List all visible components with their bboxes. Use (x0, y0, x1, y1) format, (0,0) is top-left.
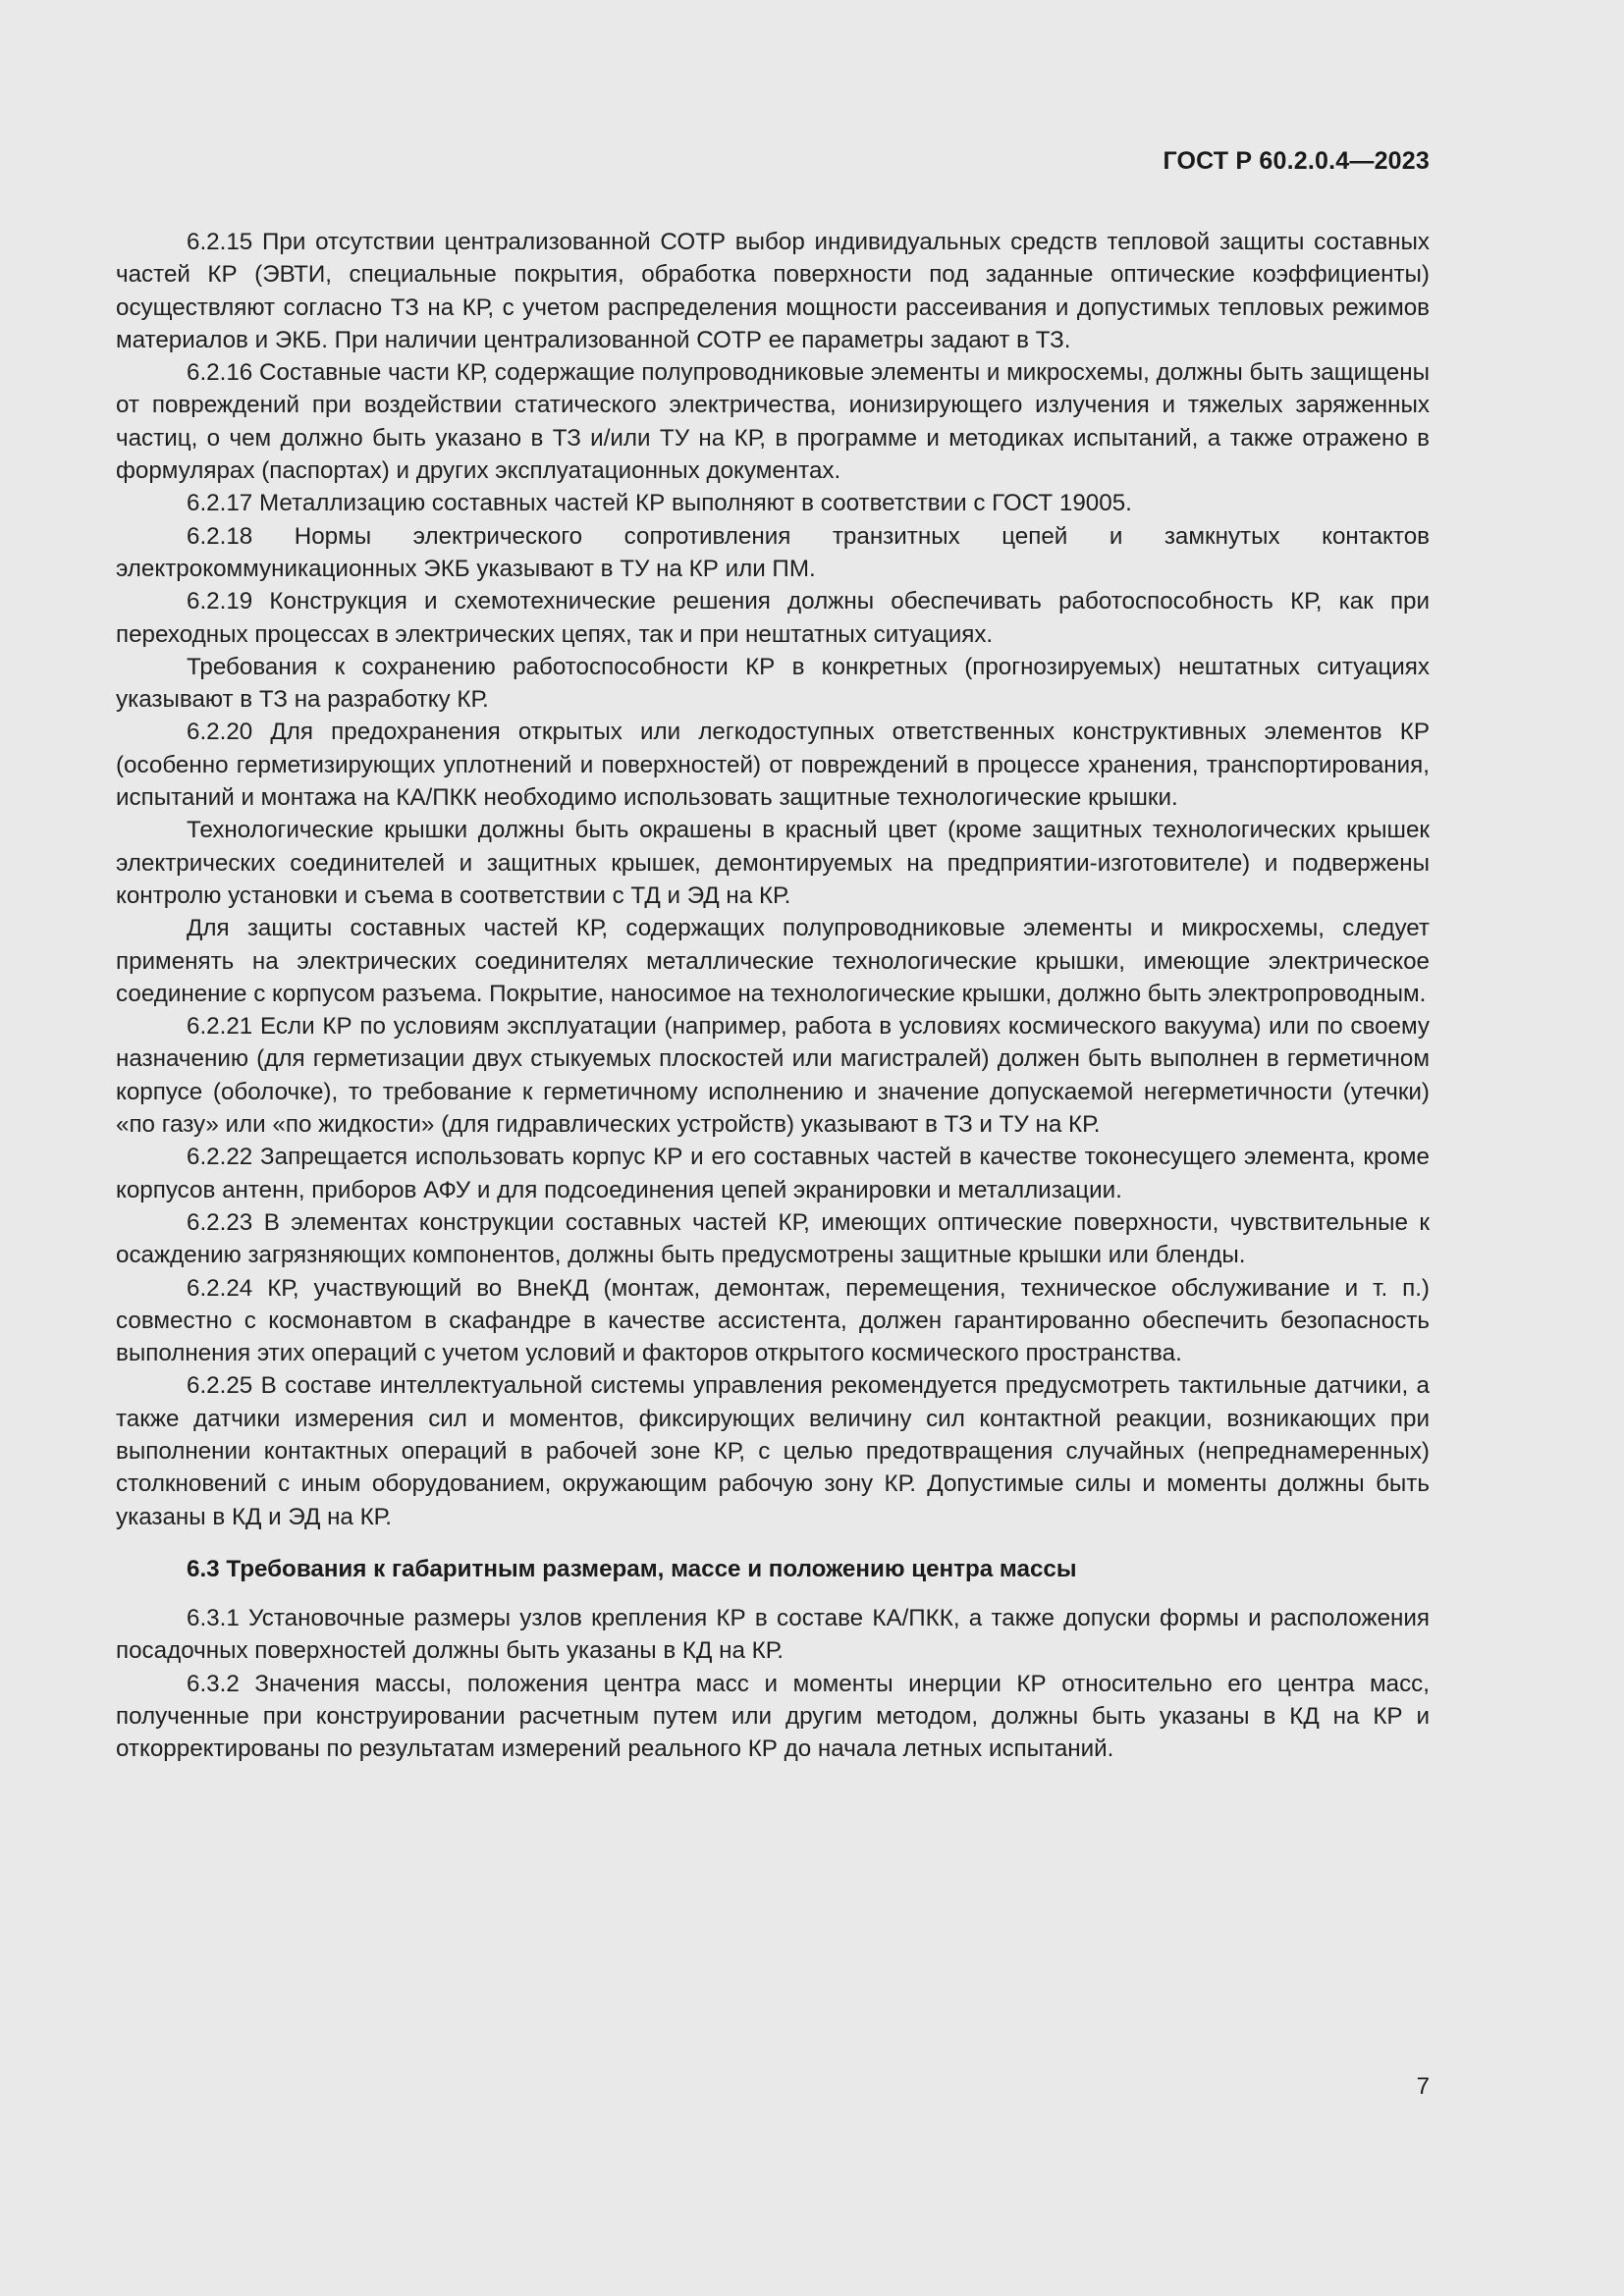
paragraph-6-2-20-covers-color: Технологические крышки должны быть окрашены в красный цвет (кроме защитных технологических крышек электрических соединителей и защитных крышек, демонтируемых на предприятии-изготовителе) и подвержены контролю установки и съема в соответствии с ТД и ЭД на КР. (116, 817, 1430, 909)
standard-designation: ГОСТ Р 60.2.0.4—2023 (1163, 147, 1430, 175)
paragraph-6-2-25: 6.2.25 В составе интеллектуальной системы управления рекомендуется предусмотреть тактильные датчики, а также датчики измерения сил и моментов, фиксирующих величину сил контактной реакции, возникающих при выполнении контактных операций в рабочей зоне КР, с целью предотвращения случайных (непреднамеренных) столкновений с иным оборудованием, окружающим рабочую зону КР. Допустимые силы и моменты должны быть указаны в КД и ЭД на КР. (116, 1372, 1430, 1530)
paragraph-6-3-1: 6.3.1 Установочные размеры узлов крепления КР в составе КА/ПКК, а также допуски формы и расположения посадочных поверхностей должны быть указаны в КД на КР. (116, 1605, 1430, 1665)
paragraph-6-2-22: 6.2.22 Запрещается использовать корпус КР и его составных частей в качестве токонесущего элемента, кроме корпусов антенн, приборов АФУ и для подсоединения цепей экранировки и металлизации. (116, 1144, 1430, 1203)
paragraph-6-2-21: 6.2.21 Если КР по условиям эксплуатации (например, работа в условиях космического вакуума) или по своему назначению (для герметизации двух стыкуемых плоскостей или магистралей) должен быть выполнен в герметичном корпусе (оболочке), то требование к герметичному исполнению и значение допускаемой негерметичности (утечки) «по газу» или «по жидкости» (для гидравлических устройств) указывают в ТЗ и ТУ на КР. (116, 1013, 1430, 1139)
paragraph-6-2-16: 6.2.16 Составные части КР, содержащие полупроводниковые элементы и микросхемы, должны быть защищены от повреждений при воздействии статического электричества, ионизирующего излучения и тяжелых заряженных частиц, о чем должно быть указано в ТЗ и/или ТУ на КР, в программе и методиках испытаний, а также отражено в формулярах (паспортах) и других эксплуатационных документах. (116, 359, 1430, 485)
paragraph-6-2-20: 6.2.20 Для предохранения открытых или легкодоступных ответственных конструктивных элементов КР (особенно герметизирующих уплотнений и поверхностей) от повреждений в процессе хранения, транспортирования, испытаний и монтажа на КА/ПКК необходимо использовать защитные технологические крышки. (116, 719, 1430, 812)
paragraph-6-3-2: 6.3.2 Значения массы, положения центра масс и моменты инерции КР относительно его центра масс, полученные при конструировании расчетным путем или другим методом, должны быть указаны в КД на КР и откорректированы по результатам измерений реального КР до начала летных испытаний. (116, 1670, 1430, 1763)
paragraph-6-2-15: 6.2.15 При отсутствии централизованной СОТР выбор индивидуальных средств тепловой защиты составных частей КР (ЭВТИ, специальные покрытия, обработка поверхности под заданные оптические коэффициенты) осуществляют согласно ТЗ на КР, с учетом распределения мощности рассеивания и допустимых тепловых режимов материалов и ЭКБ. При наличии централизованной СОТР ее параметры задают в ТЗ. (116, 229, 1430, 353)
paragraph-6-2-18: 6.2.18 Нормы электрического сопротивления транзитных цепей и замкнутых контактов электрокоммуникационных ЭКБ указывают в ТУ на КР или ПМ. (116, 522, 1430, 582)
paragraph-6-2-24: 6.2.24 КР, участвующий во ВнеКД (монтаж, демонтаж, перемещения, техническое обслуживание и т. п.) совместно с космонавтом в скафандре в качестве ассистента, должен гарантированно обеспечить безопасность выполнения этих операций с учетом условий и факторов открытого космического пространства. (116, 1274, 1430, 1367)
section-heading-6-3: 6.3 Требования к габаритным размерам, массе и положению центра массы (187, 1555, 1077, 1582)
document-body (116, 226, 1430, 1766)
paragraph-6-2-23: 6.2.23 В элементах конструкции составных частей КР, имеющих оптические поверхности, чувствительные к осаждению загрязняющих компонентов, должны быть предусмотрены защитные крышки или бленды. (116, 1208, 1430, 1269)
paragraph-6-2-19-continued: Требования к сохранению работоспособности КР в конкретных (прогнозируемых) нештатных ситуациях указывают в ТЗ на разработку КР. (116, 653, 1430, 714)
paragraph-6-2-19: 6.2.19 Конструкция и схемотехнические решения должны обеспечивать работоспособность КР, как при переходных процессах в электрических цепях, так и при нештатных ситуациях. (116, 588, 1430, 648)
page-number: 7 (1416, 2073, 1430, 2100)
paragraph-6-2-20-metal-covers: Для защиты составных частей КР, содержащих полупроводниковые элементы и микросхемы, следует применять на электрических соединителях металлические технологические крышки, имеющие электрическое соединение с корпусом разъема. Покрытие, наносимое на технологические крышки, должно быть электропроводным. (116, 915, 1430, 1007)
paragraph-6-2-17: 6.2.17 Металлизацию составных частей КР выполняют в соответствии с ГОСТ 19005. (187, 490, 1132, 517)
